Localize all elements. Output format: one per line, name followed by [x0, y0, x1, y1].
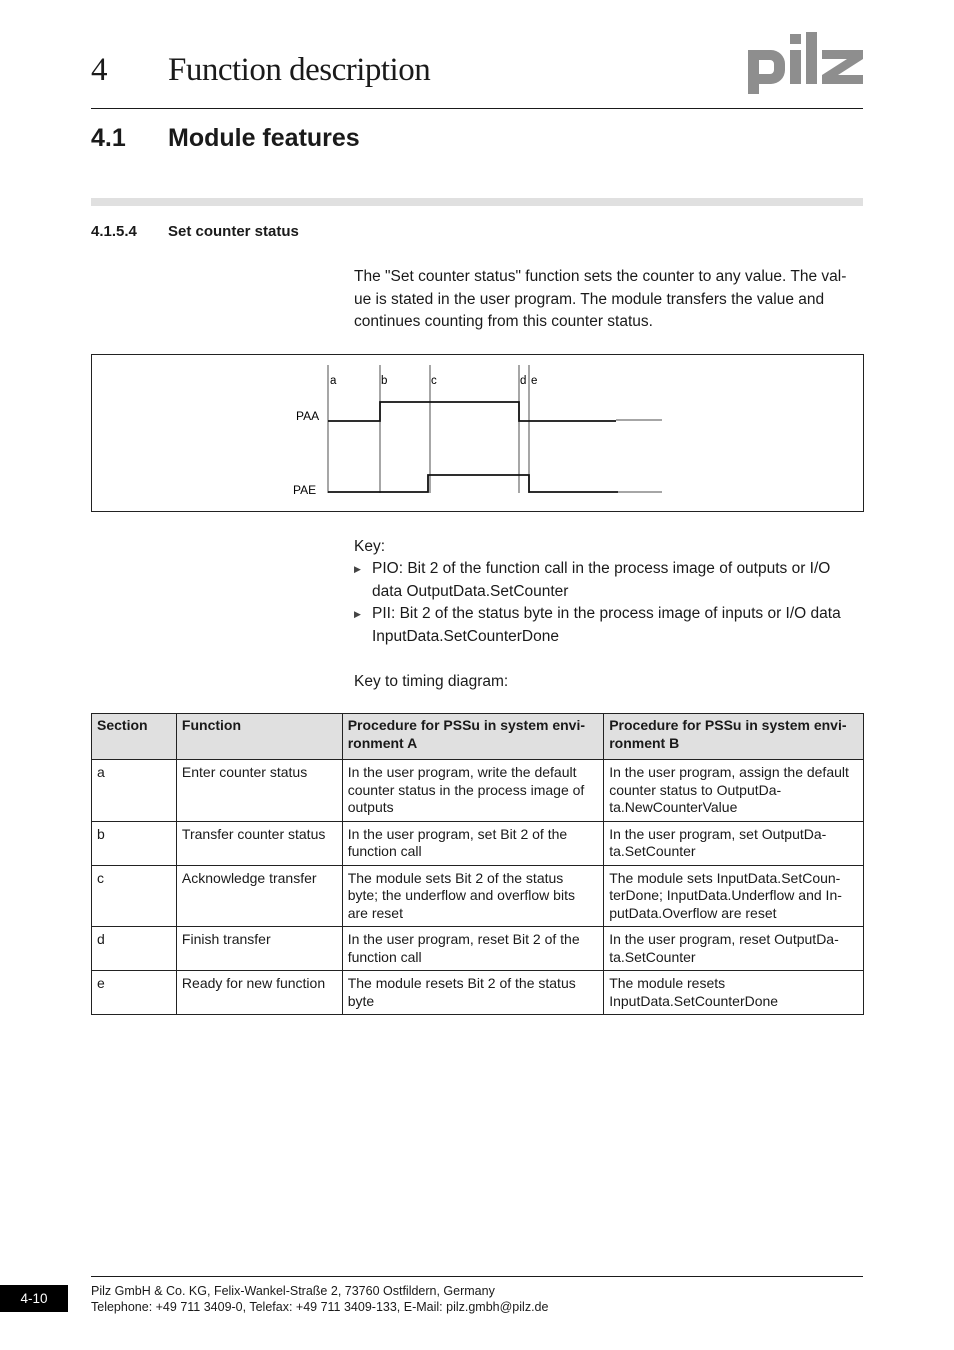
cell-section: a: [92, 760, 177, 822]
chapter-number: 4: [91, 52, 107, 88]
header-rule: [91, 108, 863, 109]
table-row: [92, 927, 864, 971]
footer-rule: [91, 1276, 863, 1277]
marker-label-c: c: [431, 375, 437, 387]
cell-section: c: [92, 865, 177, 927]
cell-procedure-a: In the user program, write the default counter status in the process image of outputs: [342, 760, 603, 822]
marker-label-b: b: [381, 375, 388, 387]
cell-function: Finish transfer: [176, 927, 342, 971]
cell-function: Enter counter status: [176, 760, 342, 822]
marker-lines: [328, 365, 529, 493]
key-item: [354, 603, 866, 648]
section-number: 4.1: [91, 124, 126, 152]
cell-procedure-b: The module sets InputData.SetCoun- terDone; InputData.Underflow and In- putData.Overflow are reset: [604, 865, 864, 927]
marker-label-d: d: [520, 375, 527, 387]
marker-label-a: a: [330, 375, 337, 387]
cell-procedure-a: The module resets Bit 2 of the status byte: [342, 971, 603, 1015]
page-number: 4-10: [0, 1285, 68, 1312]
cell-procedure-a: In the user program, set Bit 2 of the function call: [342, 821, 603, 865]
signal-label-paa: PAA: [296, 409, 320, 423]
cell-procedure-b: In the user program, reset OutputDa- ta.SetCounter: [604, 927, 864, 971]
intro-line: continues counting from this counter status.: [354, 313, 653, 330]
cell-function: Transfer counter status: [176, 821, 342, 865]
table-header-row: [92, 714, 864, 760]
cell-section: e: [92, 971, 177, 1015]
bullet-arrow-icon: ▶: [354, 609, 361, 619]
footer-address: Pilz GmbH & Co. KG, Felix-Wankel-Straße 2, 73760 Ostfildern, Germany: [91, 1284, 495, 1298]
table-row: [92, 760, 864, 822]
key-list: [354, 558, 866, 648]
paa-waveform: [328, 402, 662, 421]
table-row: [92, 865, 864, 927]
bullet-arrow-icon: ▶: [354, 564, 361, 574]
key-item-line: PIO: Bit 2 of the function call in the process image of outputs or I/O: [372, 560, 831, 577]
cell-procedure-b: In the user program, assign the default counter status to OutputDa- ta.NewCounterValue: [604, 760, 864, 822]
intro-line: The "Set counter status" function sets the counter to any value. The val-: [354, 268, 847, 285]
signal-label-pae: PAE: [293, 483, 317, 497]
header-function: Function: [176, 714, 342, 760]
key-item: [354, 558, 866, 603]
timing-diagram-frame: [91, 354, 864, 512]
pilz-logo: [745, 28, 865, 99]
key-item-line: PII: Bit 2 of the status byte in the process image of inputs or I/O data: [372, 605, 841, 622]
cell-function: Ready for new function: [176, 971, 342, 1015]
key-item-line: data OutputData.SetCounter: [372, 582, 569, 600]
procedure-table: [91, 713, 864, 1015]
marker-label-e: e: [531, 375, 538, 387]
cell-procedure-a: The module sets Bit 2 of the status byte; the underflow and overflow bits are reset: [342, 865, 603, 927]
cell-procedure-b: In the user program, set OutputDa- ta.SetCounter: [604, 821, 864, 865]
header-section: Section: [92, 714, 177, 760]
chapter-title: Function description: [168, 52, 431, 88]
pae-waveform: [328, 475, 662, 492]
intro-line: ue is stated in the user program. The module transfers the value and: [354, 290, 825, 308]
footer-contact: Telephone: +49 711 3409-0, Telefax: +49 711 3409-133, E-Mail: pilz.gmbh@pilz.de: [91, 1300, 549, 1314]
timing-diagram: [92, 355, 863, 511]
section-divider-band: [91, 198, 863, 206]
header-procedure-b: Procedure for PSSu in system envi- ronment B: [604, 714, 864, 760]
table-row: [92, 971, 864, 1015]
key-to-timing-diagram-label: Key to timing diagram:: [354, 673, 509, 690]
table-row: [92, 821, 864, 865]
cell-function: Acknowledge transfer: [176, 865, 342, 927]
cell-procedure-a: In the user program, reset Bit 2 of the function call: [342, 927, 603, 971]
paa-signal: [328, 402, 616, 421]
subsection-title: Set counter status: [168, 223, 299, 240]
key-label: Key:: [354, 538, 386, 555]
header-procedure-a: Procedure for PSSu in system envi- ronment A: [342, 714, 603, 760]
key-item-line: InputData.SetCounterDone: [372, 627, 559, 645]
pilz-logo-graphic: [745, 28, 865, 94]
cell-section: d: [92, 927, 177, 971]
cell-procedure-b: The module resets InputData.SetCounterDone: [604, 971, 864, 1015]
subsection-number: 4.1.5.4: [91, 223, 137, 240]
cell-section: b: [92, 821, 177, 865]
intro-paragraph: [354, 266, 866, 334]
footer-text: [91, 1283, 548, 1315]
section-title: Module features: [168, 124, 360, 152]
pae-signal: [328, 475, 618, 492]
